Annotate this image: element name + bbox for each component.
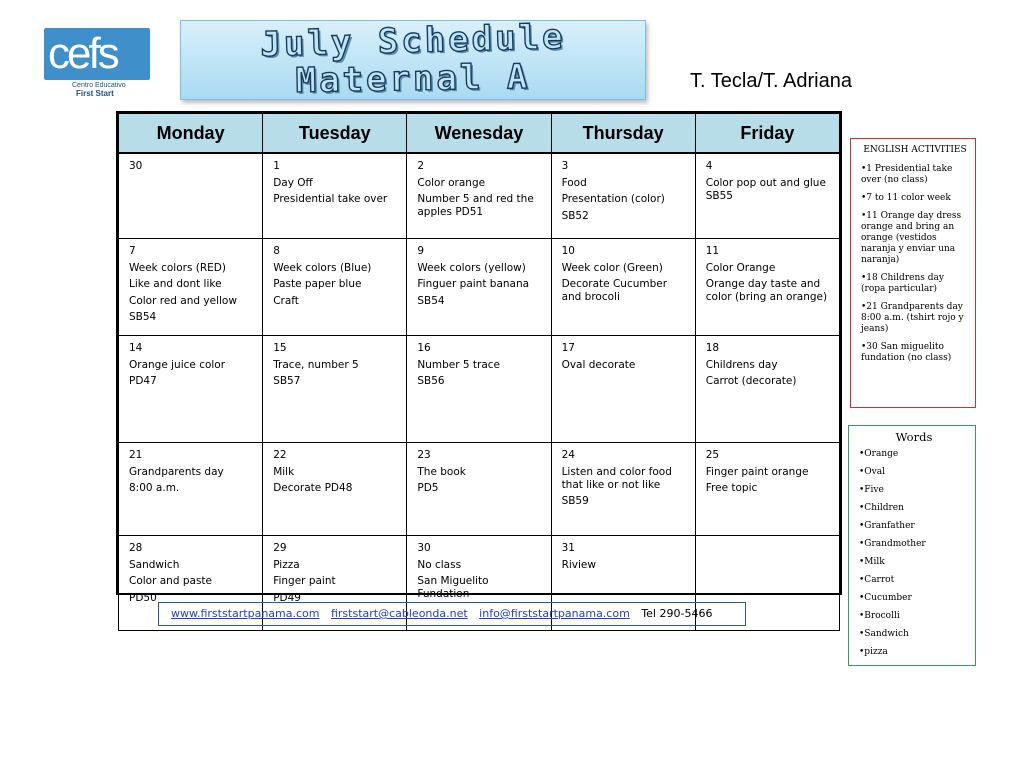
- day-cell: [551, 153, 695, 239]
- day-number: 7: [129, 245, 136, 257]
- header-tuesday: Tuesday: [263, 114, 407, 154]
- day-cell: [119, 443, 263, 536]
- word-item: •Children: [859, 503, 904, 513]
- week-row: [119, 153, 840, 239]
- activity-line: Number 5 trace: [417, 358, 501, 371]
- day-number: 10: [561, 245, 575, 257]
- activity-line: Childrens day: [705, 358, 778, 371]
- english-activities-box: [850, 138, 976, 408]
- activity-line: The book: [417, 465, 466, 478]
- activity-line: Craft: [273, 294, 299, 307]
- phone-number: Tel 290-5466: [641, 607, 713, 620]
- word-item: •Grandmother: [859, 539, 926, 549]
- activity-line: Food: [561, 176, 587, 189]
- words-title: Words: [895, 430, 933, 444]
- day-cell: [119, 153, 263, 239]
- words-box: [848, 425, 976, 666]
- day-cell: [695, 336, 839, 443]
- activity-line: Color pop out and glue SB55: [705, 176, 826, 202]
- english-activity-item: •30 San miguelito fundation (no class): [861, 342, 952, 363]
- day-number: 8: [273, 245, 280, 257]
- english-activities-list: [861, 164, 969, 364]
- activity-line: Paste paper blue: [273, 278, 362, 290]
- activity-line: PD47: [129, 375, 157, 387]
- activity-line: Week colors (Blue): [273, 261, 372, 274]
- day-cell: [407, 443, 551, 536]
- activity-line: Oval decorate: [561, 358, 636, 371]
- word-item: •Cucumber: [859, 593, 912, 603]
- english-activity-item: •11 Orange day dress orange and bring an orange (vestidos naranja y enviar una naranja): [861, 211, 962, 265]
- logo-letters: cefs: [48, 29, 117, 78]
- day-cell: [695, 443, 839, 536]
- day-number: 3: [561, 160, 569, 172]
- activity-line: Decorate Cucumber and brocoli: [561, 278, 668, 303]
- logo-box: [44, 28, 150, 80]
- day-cell: [551, 443, 695, 536]
- word-item: •Carrot: [859, 575, 895, 585]
- activity-line: San Miguelito Fundation: [417, 575, 489, 600]
- title-line-1: July Schedule: [259, 17, 567, 65]
- header-monday: Monday: [119, 114, 263, 154]
- english-activities-title: ENGLISH ACTIVITIES: [863, 145, 967, 155]
- day-number: 25: [705, 449, 720, 461]
- activity-line: Pizza: [273, 558, 300, 571]
- activity-line: Like and dont like: [129, 278, 222, 290]
- day-cell: [407, 239, 551, 336]
- activity-line: Color and paste: [129, 575, 212, 587]
- day-cell: [263, 153, 407, 239]
- schedule-table: [118, 113, 840, 631]
- day-number: 2: [417, 160, 425, 172]
- day-cell: [263, 239, 407, 336]
- activity-line: Listen and color food that like or not like: [561, 465, 672, 491]
- day-cell: [263, 443, 407, 536]
- day-number: 1: [273, 160, 280, 172]
- day-cell: [551, 239, 695, 336]
- title-line-2: Maternal A: [295, 56, 531, 102]
- header-row: [119, 114, 840, 154]
- english-activity-item: •1 Presidential take over (no class): [861, 164, 953, 185]
- header-wednesday: Wenesday: [407, 114, 551, 154]
- activity-line: Finger paint: [273, 575, 336, 587]
- day-cell: [119, 336, 263, 443]
- word-item: •Five: [859, 485, 884, 495]
- activity-line: Free topic: [705, 482, 758, 494]
- week-row: [119, 336, 840, 443]
- day-cell: [119, 239, 263, 336]
- header-thursday: Thursday: [551, 114, 695, 154]
- activity-line: Presidential take over: [273, 193, 388, 205]
- english-activity-item: •18 Childrens day (ropa particular): [861, 273, 944, 294]
- activity-line: SB57: [273, 375, 301, 387]
- day-number: 15: [273, 342, 287, 354]
- activity-line: Color orange: [417, 176, 486, 189]
- activity-line: PD5: [417, 482, 439, 494]
- week-row: [119, 443, 840, 536]
- activity-line: Sandwich: [129, 558, 180, 571]
- word-item: •Granfather: [859, 521, 915, 531]
- header-friday: Friday: [695, 114, 839, 154]
- activity-line: Color red and yellow: [129, 294, 237, 307]
- activity-line: Milk: [273, 465, 295, 478]
- day-cell: [407, 153, 551, 239]
- activity-line: Number 5 and red the apples PD51: [417, 193, 534, 218]
- day-number: 31: [561, 542, 575, 554]
- email-link-1[interactable]: firststart@cableonda.net: [330, 607, 468, 620]
- email-link-2[interactable]: info@firststartpanama.com: [479, 607, 630, 620]
- activity-line: SB52: [561, 209, 589, 222]
- day-number: 21: [129, 449, 143, 461]
- school-logo: [44, 28, 154, 98]
- activity-line: Orange juice color: [129, 358, 226, 371]
- day-number: 30: [417, 542, 431, 554]
- day-number: 11: [705, 245, 720, 257]
- schedule-calendar: [116, 111, 842, 604]
- day-number: 9: [417, 245, 425, 257]
- activity-line: SB54: [417, 294, 445, 307]
- english-activity-item: •7 to 11 color week: [861, 193, 951, 203]
- website-link[interactable]: www.firststartpanama.com: [171, 607, 320, 620]
- day-cell: [695, 239, 839, 336]
- word-item: •pizza: [859, 647, 888, 657]
- activity-line: SB56: [417, 375, 445, 387]
- activity-line: No class: [417, 558, 462, 571]
- day-number: 17: [561, 342, 575, 354]
- words-list: [859, 449, 969, 658]
- day-number: 18: [705, 342, 720, 354]
- title-banner: [180, 17, 646, 102]
- day-number: 4: [705, 160, 713, 172]
- logo-school-name: First Start: [76, 89, 114, 98]
- activity-line: 8:00 a.m.: [129, 482, 180, 494]
- activity-line: Week color (Green): [561, 261, 663, 274]
- activity-line: SB54: [129, 311, 157, 323]
- activity-line: Color Orange: [705, 261, 776, 274]
- activity-line: Decorate PD48: [273, 482, 353, 494]
- logo-subtitle: Centro Educativo: [72, 82, 126, 89]
- activity-line: SB59: [561, 495, 589, 507]
- activity-line: Week colors (RED): [129, 261, 226, 274]
- day-cell: [551, 336, 695, 443]
- day-number: 30: [129, 160, 143, 172]
- day-number: 14: [129, 342, 143, 354]
- activity-line: PD50: [129, 591, 157, 604]
- activity-line: Trace, number 5: [273, 358, 359, 371]
- activity-line: PD49: [273, 591, 301, 604]
- activity-line: Finger paint orange: [705, 465, 809, 478]
- day-number: 22: [273, 449, 287, 461]
- week-row: [119, 239, 840, 336]
- teachers-label: T. Tecla/T. Adriana: [690, 70, 852, 92]
- activity-line: Week colors (yellow): [417, 261, 526, 274]
- day-cell: [695, 153, 839, 239]
- word-item: •Brocolli: [859, 611, 900, 621]
- activity-line: Presentation (color): [561, 193, 665, 205]
- word-item: •Oval: [859, 467, 886, 477]
- day-cell: [263, 336, 407, 443]
- day-cell: [407, 336, 551, 443]
- word-item: •Orange: [859, 449, 899, 459]
- activity-line: Finguer paint banana: [417, 278, 530, 290]
- activity-line: Day Off: [273, 176, 313, 189]
- day-number: 16: [417, 342, 431, 354]
- activity-line: Grandparents day: [129, 465, 224, 478]
- day-number: 23: [417, 449, 431, 461]
- day-number: 24: [561, 449, 575, 461]
- word-item: •Milk: [859, 557, 885, 567]
- contact-bar: [158, 602, 746, 626]
- day-number: 28: [129, 542, 143, 554]
- activity-line: Riview: [561, 558, 596, 571]
- day-number: 29: [273, 542, 287, 554]
- activity-line: Orange day taste and color (bring an orange): [705, 278, 828, 303]
- activity-line: Carrot (decorate): [705, 375, 797, 387]
- word-item: •Sandwich: [859, 629, 909, 639]
- english-activity-item: •21 Grandparents day 8:00 a.m. (tshirt rojo y jeans): [861, 302, 964, 334]
